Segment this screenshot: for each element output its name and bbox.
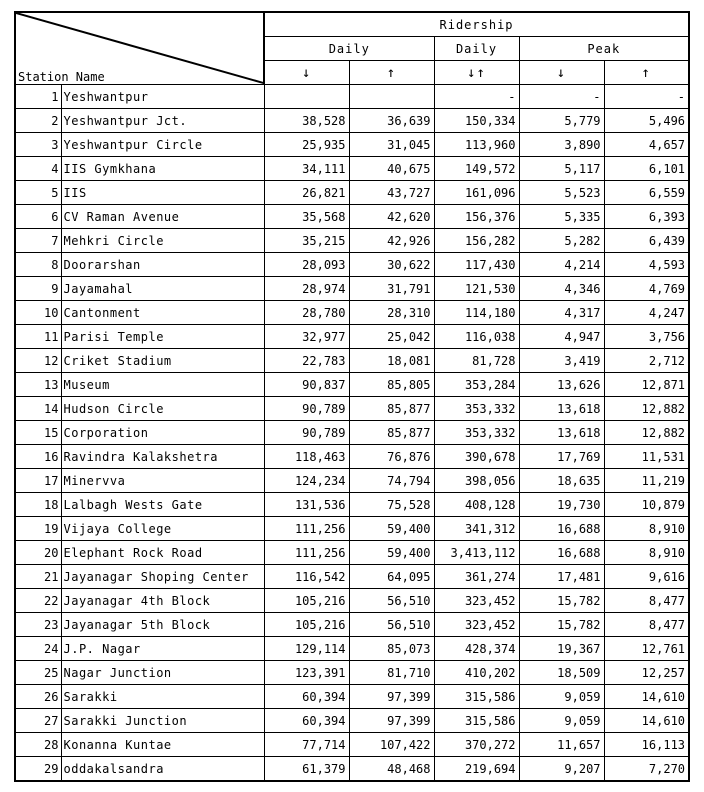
station-name-label: Station Name (18, 70, 105, 84)
table-row (15, 301, 689, 325)
station-number: 25 (15, 661, 61, 685)
table-row (15, 637, 689, 661)
peak-down-value: 4,947 (519, 325, 604, 349)
daily-down-value: 35,568 (264, 205, 349, 229)
daily-down-value: 32,977 (264, 325, 349, 349)
station-number: 3 (15, 133, 61, 157)
station-name: Konanna Kuntae (61, 733, 264, 757)
peak-down-value: 5,335 (519, 205, 604, 229)
station-name: Sarakki (61, 685, 264, 709)
daily-down-value: 60,394 (264, 709, 349, 733)
peak-down-value: 17,481 (519, 565, 604, 589)
daily-down-value: 111,256 (264, 517, 349, 541)
daily-down-value: 124,234 (264, 469, 349, 493)
peak-up-value: 6,393 (604, 205, 689, 229)
station-name: Elephant Rock Road (61, 541, 264, 565)
daily-down-value: 123,391 (264, 661, 349, 685)
table-row (15, 373, 689, 397)
daily-up-value: 59,400 (349, 541, 434, 565)
peak-down-value: 4,317 (519, 301, 604, 325)
daily-total-value: 398,056 (434, 469, 519, 493)
station-number: 23 (15, 613, 61, 637)
peak-down-value: - (519, 85, 604, 109)
daily-total-value: 390,678 (434, 445, 519, 469)
daily-total-value: - (434, 85, 519, 109)
daily-down-value: 28,780 (264, 301, 349, 325)
daily-up-value: 31,791 (349, 277, 434, 301)
daily-down-arrow-icon: ↓ (264, 61, 349, 85)
station-name: Vijaya College (61, 517, 264, 541)
daily-total-value: 81,728 (434, 349, 519, 373)
daily-up-value: 97,399 (349, 709, 434, 733)
daily-total-value: 156,282 (434, 229, 519, 253)
station-name: Ravindra Kalakshetra (61, 445, 264, 469)
station-name: Jayanagar 4th Block (61, 589, 264, 613)
station-name: Yeshwantpur (61, 85, 264, 109)
daily-total-value: 353,332 (434, 421, 519, 445)
daily-up-value: 40,675 (349, 157, 434, 181)
station-number: 12 (15, 349, 61, 373)
daily-up-value: 56,510 (349, 589, 434, 613)
daily-total-value: 370,272 (434, 733, 519, 757)
table-row (15, 157, 689, 181)
station-name: Jayamahal (61, 277, 264, 301)
table-row (15, 661, 689, 685)
peak-down-value: 5,523 (519, 181, 604, 205)
station-name: Jayanagar 5th Block (61, 613, 264, 637)
daily-up-value: 76,876 (349, 445, 434, 469)
peak-up-value: 10,879 (604, 493, 689, 517)
peak-down-value: 5,117 (519, 157, 604, 181)
daily-up-value: 85,877 (349, 421, 434, 445)
station-number: 13 (15, 373, 61, 397)
daily-down-value: 90,837 (264, 373, 349, 397)
daily-up-value: 64,095 (349, 565, 434, 589)
daily-up-value: 107,422 (349, 733, 434, 757)
table-row (15, 277, 689, 301)
peak-down-value: 9,059 (519, 709, 604, 733)
peak-up-value: 11,531 (604, 445, 689, 469)
station-number: 6 (15, 205, 61, 229)
table-row (15, 253, 689, 277)
peak-down-value: 15,782 (519, 589, 604, 613)
peak-up-value: 8,910 (604, 517, 689, 541)
station-number: 20 (15, 541, 61, 565)
peak-down-value: 18,635 (519, 469, 604, 493)
daily-down-value: 28,974 (264, 277, 349, 301)
station-number: 17 (15, 469, 61, 493)
table-row (15, 541, 689, 565)
peak-down-value: 9,059 (519, 685, 604, 709)
station-number: 29 (15, 757, 61, 782)
peak-down-value: 16,688 (519, 517, 604, 541)
peak-up-value: 12,257 (604, 661, 689, 685)
daily-total-value: 361,274 (434, 565, 519, 589)
peak-down-value: 19,367 (519, 637, 604, 661)
peak-up-value: 12,761 (604, 637, 689, 661)
peak-down-value: 4,214 (519, 253, 604, 277)
station-number: 21 (15, 565, 61, 589)
daily-up-value: 59,400 (349, 517, 434, 541)
station-number: 5 (15, 181, 61, 205)
station-number: 26 (15, 685, 61, 709)
table-row (15, 445, 689, 469)
daily-down-value: 26,821 (264, 181, 349, 205)
daily-down-value: 35,215 (264, 229, 349, 253)
daily-total-value: 219,694 (434, 757, 519, 782)
daily-up-value: 85,805 (349, 373, 434, 397)
station-name-header (15, 12, 264, 85)
daily-up-value: 97,399 (349, 685, 434, 709)
daily-total-value: 408,128 (434, 493, 519, 517)
table-row (15, 565, 689, 589)
peak-up-value: - (604, 85, 689, 109)
daily-total-value: 410,202 (434, 661, 519, 685)
daily-directional-header: Daily (264, 37, 434, 61)
daily-up-value: 74,794 (349, 469, 434, 493)
table-row (15, 397, 689, 421)
table-row (15, 325, 689, 349)
daily-total-value: 353,284 (434, 373, 519, 397)
station-name: Sarakki Junction (61, 709, 264, 733)
daily-down-value: 105,216 (264, 613, 349, 637)
peak-up-value: 4,593 (604, 253, 689, 277)
station-number: 4 (15, 157, 61, 181)
daily-down-value: 34,111 (264, 157, 349, 181)
daily-total-value: 113,960 (434, 133, 519, 157)
station-name: J.P. Nagar (61, 637, 264, 661)
daily-up-value: 85,877 (349, 397, 434, 421)
peak-up-arrow-icon: ↑ (604, 61, 689, 85)
daily-down-value: 61,379 (264, 757, 349, 782)
station-name: Cantonment (61, 301, 264, 325)
peak-up-value: 8,477 (604, 613, 689, 637)
peak-up-value: 8,910 (604, 541, 689, 565)
table-row (15, 109, 689, 133)
station-name: oddakalsandra (61, 757, 264, 782)
peak-down-value: 5,282 (519, 229, 604, 253)
peak-up-value: 11,219 (604, 469, 689, 493)
daily-total-header: Daily (434, 37, 519, 61)
daily-down-value: 28,093 (264, 253, 349, 277)
station-name: Yeshwantpur Jct. (61, 109, 264, 133)
table-row (15, 613, 689, 637)
peak-up-value: 12,882 (604, 397, 689, 421)
station-number: 1 (15, 85, 61, 109)
table-row (15, 181, 689, 205)
daily-total-value: 156,376 (434, 205, 519, 229)
peak-down-value: 3,890 (519, 133, 604, 157)
daily-up-value: 43,727 (349, 181, 434, 205)
station-number: 18 (15, 493, 61, 517)
peak-up-value: 14,610 (604, 709, 689, 733)
daily-down-value: 131,536 (264, 493, 349, 517)
station-name: Yeshwantpur Circle (61, 133, 264, 157)
station-number: 22 (15, 589, 61, 613)
peak-up-value: 14,610 (604, 685, 689, 709)
station-name: Lalbagh Wests Gate (61, 493, 264, 517)
daily-down-value: 90,789 (264, 397, 349, 421)
peak-down-value: 9,207 (519, 757, 604, 782)
daily-up-value (349, 85, 434, 109)
daily-total-value: 315,586 (434, 709, 519, 733)
peak-up-value: 4,657 (604, 133, 689, 157)
daily-total-value: 117,430 (434, 253, 519, 277)
table-row (15, 589, 689, 613)
station-number: 14 (15, 397, 61, 421)
station-name: Nagar Junction (61, 661, 264, 685)
daily-up-value: 85,073 (349, 637, 434, 661)
daily-total-value: 315,586 (434, 685, 519, 709)
daily-down-value: 111,256 (264, 541, 349, 565)
peak-up-value: 5,496 (604, 109, 689, 133)
table-row (15, 205, 689, 229)
daily-total-value: 341,312 (434, 517, 519, 541)
daily-up-value: 30,622 (349, 253, 434, 277)
station-number: 24 (15, 637, 61, 661)
peak-up-value: 6,439 (604, 229, 689, 253)
station-number: 15 (15, 421, 61, 445)
peak-down-value: 11,657 (519, 733, 604, 757)
table-row (15, 733, 689, 757)
daily-total-value: 323,452 (434, 589, 519, 613)
daily-total-value: 121,530 (434, 277, 519, 301)
daily-total-value: 161,096 (434, 181, 519, 205)
station-number: 16 (15, 445, 61, 469)
station-name: IIS Gymkhana (61, 157, 264, 181)
peak-down-arrow-icon: ↓ (519, 61, 604, 85)
peak-down-value: 5,779 (519, 109, 604, 133)
daily-total-value: 116,038 (434, 325, 519, 349)
station-number: 8 (15, 253, 61, 277)
table-row (15, 133, 689, 157)
station-name: Mehkri Circle (61, 229, 264, 253)
ridership-table (14, 11, 690, 782)
station-number: 11 (15, 325, 61, 349)
daily-up-value: 75,528 (349, 493, 434, 517)
daily-total-value: 323,452 (434, 613, 519, 637)
daily-down-value: 25,935 (264, 133, 349, 157)
station-name: Doorarshan (61, 253, 264, 277)
daily-total-value: 3,413,112 (434, 541, 519, 565)
station-name: Criket Stadium (61, 349, 264, 373)
peak-up-value: 16,113 (604, 733, 689, 757)
peak-down-value: 19,730 (519, 493, 604, 517)
daily-down-value: 105,216 (264, 589, 349, 613)
table-row (15, 85, 689, 109)
station-number: 9 (15, 277, 61, 301)
table-row (15, 493, 689, 517)
table-row (15, 349, 689, 373)
peak-up-value: 9,616 (604, 565, 689, 589)
peak-down-value: 4,346 (519, 277, 604, 301)
daily-total-value: 428,374 (434, 637, 519, 661)
peak-down-value: 3,419 (519, 349, 604, 373)
peak-up-value: 6,101 (604, 157, 689, 181)
station-name: Jayanagar Shoping Center (61, 565, 264, 589)
peak-down-value: 15,782 (519, 613, 604, 637)
station-name: Parisi Temple (61, 325, 264, 349)
table-row (15, 229, 689, 253)
daily-up-value: 48,468 (349, 757, 434, 782)
ridership-header: Ridership (264, 12, 689, 37)
daily-up-value: 18,081 (349, 349, 434, 373)
daily-down-value (264, 85, 349, 109)
station-name: Museum (61, 373, 264, 397)
daily-down-value: 38,528 (264, 109, 349, 133)
table-row (15, 517, 689, 541)
peak-down-value: 13,618 (519, 421, 604, 445)
peak-down-value: 17,769 (519, 445, 604, 469)
daily-total-value: 114,180 (434, 301, 519, 325)
station-number: 19 (15, 517, 61, 541)
station-number: 2 (15, 109, 61, 133)
peak-up-value: 12,882 (604, 421, 689, 445)
peak-down-value: 13,626 (519, 373, 604, 397)
peak-up-value: 4,769 (604, 277, 689, 301)
station-number: 27 (15, 709, 61, 733)
station-name: Hudson Circle (61, 397, 264, 421)
station-name: Corporation (61, 421, 264, 445)
daily-up-value: 42,620 (349, 205, 434, 229)
station-name: CV Raman Avenue (61, 205, 264, 229)
daily-up-value: 42,926 (349, 229, 434, 253)
table-row (15, 685, 689, 709)
daily-up-value: 36,639 (349, 109, 434, 133)
peak-down-value: 18,509 (519, 661, 604, 685)
station-number: 10 (15, 301, 61, 325)
station-name: IIS (61, 181, 264, 205)
daily-total-value: 150,334 (434, 109, 519, 133)
peak-up-value: 2,712 (604, 349, 689, 373)
daily-up-value: 25,042 (349, 325, 434, 349)
peak-down-value: 13,618 (519, 397, 604, 421)
daily-up-arrow-icon: ↑ (349, 61, 434, 85)
daily-up-value: 56,510 (349, 613, 434, 637)
daily-total-value: 353,332 (434, 397, 519, 421)
table-row (15, 709, 689, 733)
daily-down-value: 60,394 (264, 685, 349, 709)
peak-up-value: 7,270 (604, 757, 689, 782)
station-number: 28 (15, 733, 61, 757)
daily-down-value: 22,783 (264, 349, 349, 373)
daily-down-value: 118,463 (264, 445, 349, 469)
daily-down-value: 77,714 (264, 733, 349, 757)
table-row (15, 469, 689, 493)
table-row (15, 757, 689, 782)
peak-up-value: 6,559 (604, 181, 689, 205)
daily-down-value: 129,114 (264, 637, 349, 661)
table-row (15, 421, 689, 445)
daily-total-value: 149,572 (434, 157, 519, 181)
peak-down-value: 16,688 (519, 541, 604, 565)
daily-down-value: 90,789 (264, 421, 349, 445)
diagonal-line (16, 13, 264, 84)
daily-up-value: 81,710 (349, 661, 434, 685)
peak-up-value: 3,756 (604, 325, 689, 349)
daily-down-value: 116,542 (264, 565, 349, 589)
peak-up-value: 12,871 (604, 373, 689, 397)
station-name: Minervva (61, 469, 264, 493)
peak-up-value: 8,477 (604, 589, 689, 613)
peak-header: Peak (519, 37, 689, 61)
station-number: 7 (15, 229, 61, 253)
peak-up-value: 4,247 (604, 301, 689, 325)
daily-both-arrow-icon: ↓↑ (434, 61, 519, 85)
daily-up-value: 31,045 (349, 133, 434, 157)
daily-up-value: 28,310 (349, 301, 434, 325)
